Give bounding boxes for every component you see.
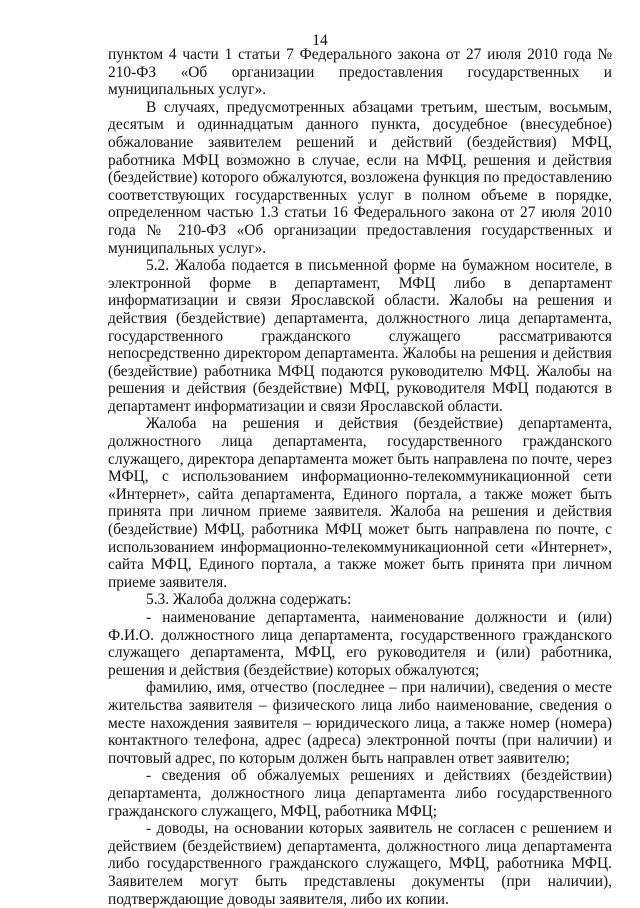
page-number: 14 xyxy=(312,32,328,49)
list-item-department-name: - наименование департамента, наименование должности и (или) Ф.И.О. должностного лица департамента, государственного гражданского служащего департамента, МФЦ, его руководителя и (или) работника, решения и действия (бездействие) которых обжалуются; xyxy=(108,609,612,679)
list-item-arguments: - доводы, на основании которых заявитель не согласен с решением и действием (бездействием) департамента, должностного лица департамента либо государственного гражданского служащего, МФЦ, работника МФЦ. Заявителем могут быть представлены документы (при наличии), подтверждающие доводы заявителя, либо их копии. xyxy=(108,820,612,908)
list-item-appealed-decisions: - сведения об обжалуемых решениях и действиях (бездействии) департамента, должностного лица департамента либо государственного гражданского служащего, МФЦ, работника МФЦ; xyxy=(108,767,612,820)
paragraph-complaint-channels: Жалоба на решения и действия (бездействие) департамента, должностного лица департамента, государственного гражданского служащего, директора департамента может быть направлена по почте, через МФЦ, с использованием информационно-телекоммуникационной сети «Интернет», сайта департамента, Единого портала, а также может быть принята при личном приеме заявителя. Жалоба на решения и действия (бездействие) МФЦ, работника МФЦ может быть направлена по почте, с использованием информационно-телекоммуникационной сети «Интернет», сайта МФЦ, Единого портала, а также может быть принята при личном приеме заявителя. xyxy=(108,415,612,591)
document-body xyxy=(108,46,612,908)
paragraph-5-2: 5.2. Жалоба подается в письменной форме на бумажном носителе, в электронной форме в департамент, МФЦ либо в департамент информатизации и связи Ярославской области. Жалобы на решения и действия (бездействие) департамента, должностного лица департамента, государственного гражданского служащего рассматриваются непосредственно директором департамента. Жалобы на решения и действия (бездействие) работника МФЦ подаются руководителю МФЦ. Жалобы на решения и действия (бездействие) МФЦ, руководителя МФЦ подаются в департамент информатизации и связи Ярославской области. xyxy=(108,257,612,415)
list-item-applicant-details: фамилию, имя, отчество (последнее – при наличии), сведения о месте жительства заявителя – физического лица либо наименование, сведения о месте нахождения заявителя – юридического лица, а также номер (номера) контактного телефона, адрес (адреса) электронной почты (при наличии) и почтовый адрес, по которым должен быть направлен ответ заявителю; xyxy=(108,679,612,767)
paragraph-appeal-cases: В случаях, предусмотренных абзацами третьим, шестым, восьмым, десятым и одиннадцатым данного пункта, досудебное (внесудебное) обжалование заявителем решений и действий (бездействия) МФЦ, работника МФЦ возможно в случае, если на МФЦ, решения и действия (бездействие) которого обжалуются, возложена функция по предоставлению соответствующих государственных услуг в полном объеме в порядке, определенном частью 1.3 статьи 16 Федерального закона от 27 июля 2010 года № 210-ФЗ «Об организации предоставления государственных и муниципальных услуг». xyxy=(108,98,612,257)
paragraph-continuation: пунктом 4 части 1 статьи 7 Федерального закона от 27 июля 2010 года № 210-ФЗ «Об организации предоставления государственных и муниципальных услуг». xyxy=(108,46,612,99)
paragraph-5-3: 5.3. Жалоба должна содержать: xyxy=(146,591,352,609)
